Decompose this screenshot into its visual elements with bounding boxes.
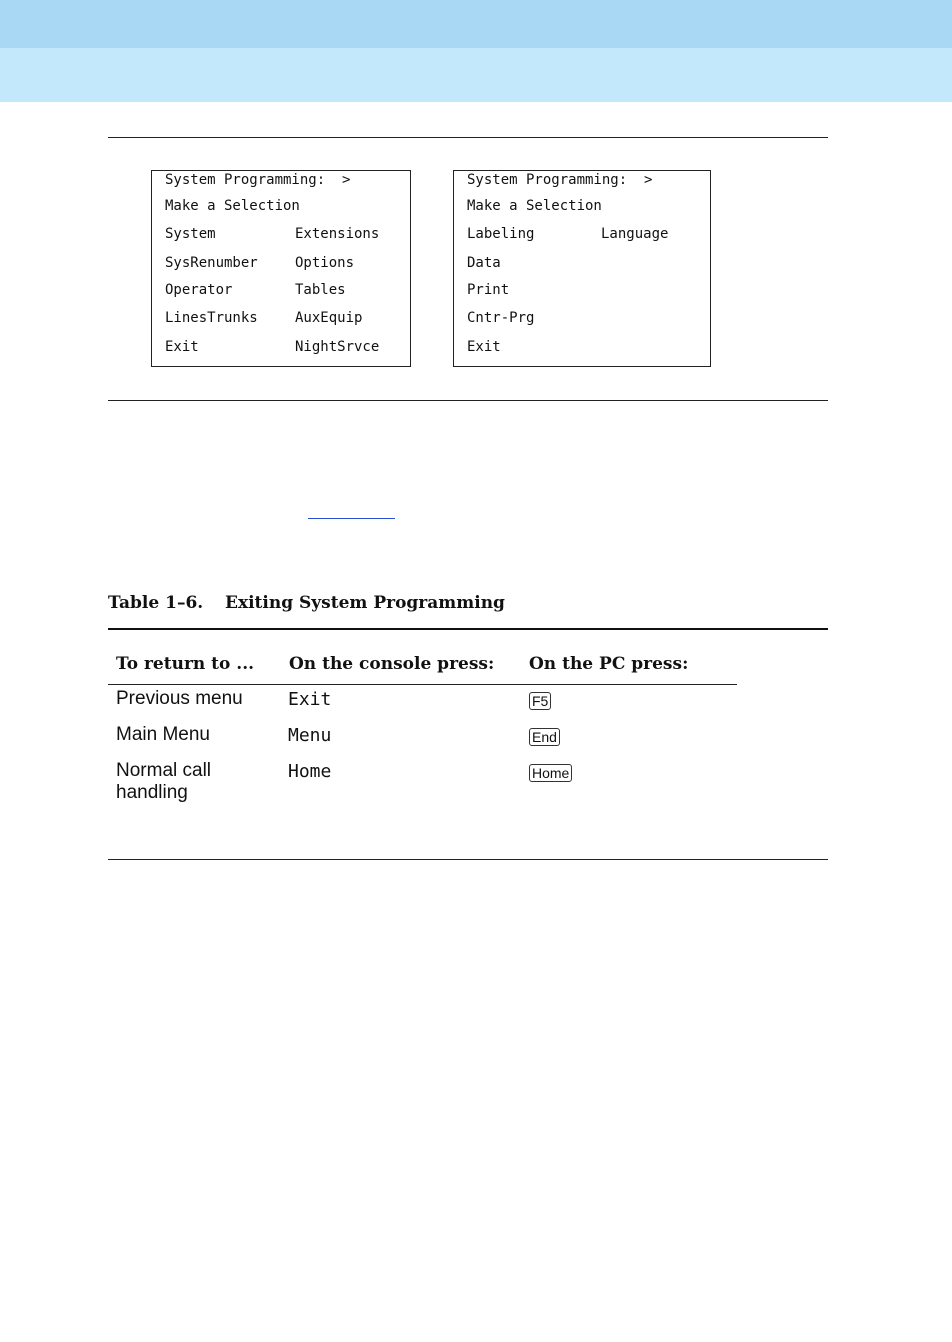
column-header-pc: On the PC press:: [529, 654, 689, 674]
screen-title: System Programming: >: [165, 172, 351, 188]
column-header-console: On the console press:: [289, 654, 495, 674]
console-key-exit: Exit: [288, 689, 332, 710]
pc-key-end: End: [529, 728, 560, 746]
header-band-bottom: [0, 48, 952, 102]
column-header-return-to: To return to ...: [116, 654, 255, 674]
menu-option-exit[interactable]: Exit: [467, 339, 501, 355]
menu-option-sysrenumber[interactable]: SysRenumber: [165, 255, 258, 271]
figure-bottom-rule: [108, 400, 828, 401]
pc-key-f5: F5: [529, 692, 551, 710]
menu-option-data[interactable]: Data: [467, 255, 501, 271]
table-cell-target: Main Menu: [116, 724, 210, 745]
target-line-2: handling: [116, 782, 188, 803]
table-bottom-rule: [108, 859, 828, 860]
menu-option-extensions[interactable]: Extensions: [295, 226, 380, 242]
top-rule: [108, 137, 828, 138]
menu-option-options[interactable]: Options: [295, 255, 355, 271]
hyperlink-underline[interactable]: [308, 518, 395, 519]
console-screen-2: [453, 170, 711, 367]
table-caption: [108, 593, 505, 613]
table-cell-target: Previous menu: [116, 688, 243, 709]
screen-title: System Programming: >: [467, 172, 653, 188]
menu-option-nightsrvce[interactable]: NightSrvce: [295, 339, 380, 355]
menu-option-linestrunks[interactable]: LinesTrunks: [165, 310, 258, 326]
table-number: Table 1–6.: [108, 593, 204, 613]
menu-option-tables[interactable]: Tables: [295, 282, 346, 298]
table-top-rule: [108, 628, 828, 630]
menu-option-operator[interactable]: Operator: [165, 282, 233, 298]
target-line-1: Normal call: [116, 760, 212, 781]
header-band-top: [0, 0, 952, 48]
screen-subtitle: Make a Selection: [467, 198, 602, 214]
screen-subtitle: Make a Selection: [165, 198, 300, 214]
console-key-home: Home: [288, 761, 332, 782]
console-key-menu: Menu: [288, 725, 332, 746]
pc-key-home: Home: [529, 764, 572, 782]
menu-option-system[interactable]: System: [165, 226, 216, 242]
menu-option-cntr-prg[interactable]: Cntr-Prg: [467, 310, 535, 326]
menu-option-print[interactable]: Print: [467, 282, 510, 298]
menu-option-labeling[interactable]: Labeling: [467, 226, 535, 242]
table-header-rule: [108, 684, 737, 685]
table-title: Exiting System Programming: [225, 593, 505, 613]
menu-option-exit[interactable]: Exit: [165, 339, 199, 355]
console-screen-1: [151, 170, 411, 367]
table-cell-target: [116, 760, 211, 804]
menu-option-auxequip[interactable]: AuxEquip: [295, 310, 363, 326]
menu-option-language[interactable]: Language: [601, 226, 669, 242]
